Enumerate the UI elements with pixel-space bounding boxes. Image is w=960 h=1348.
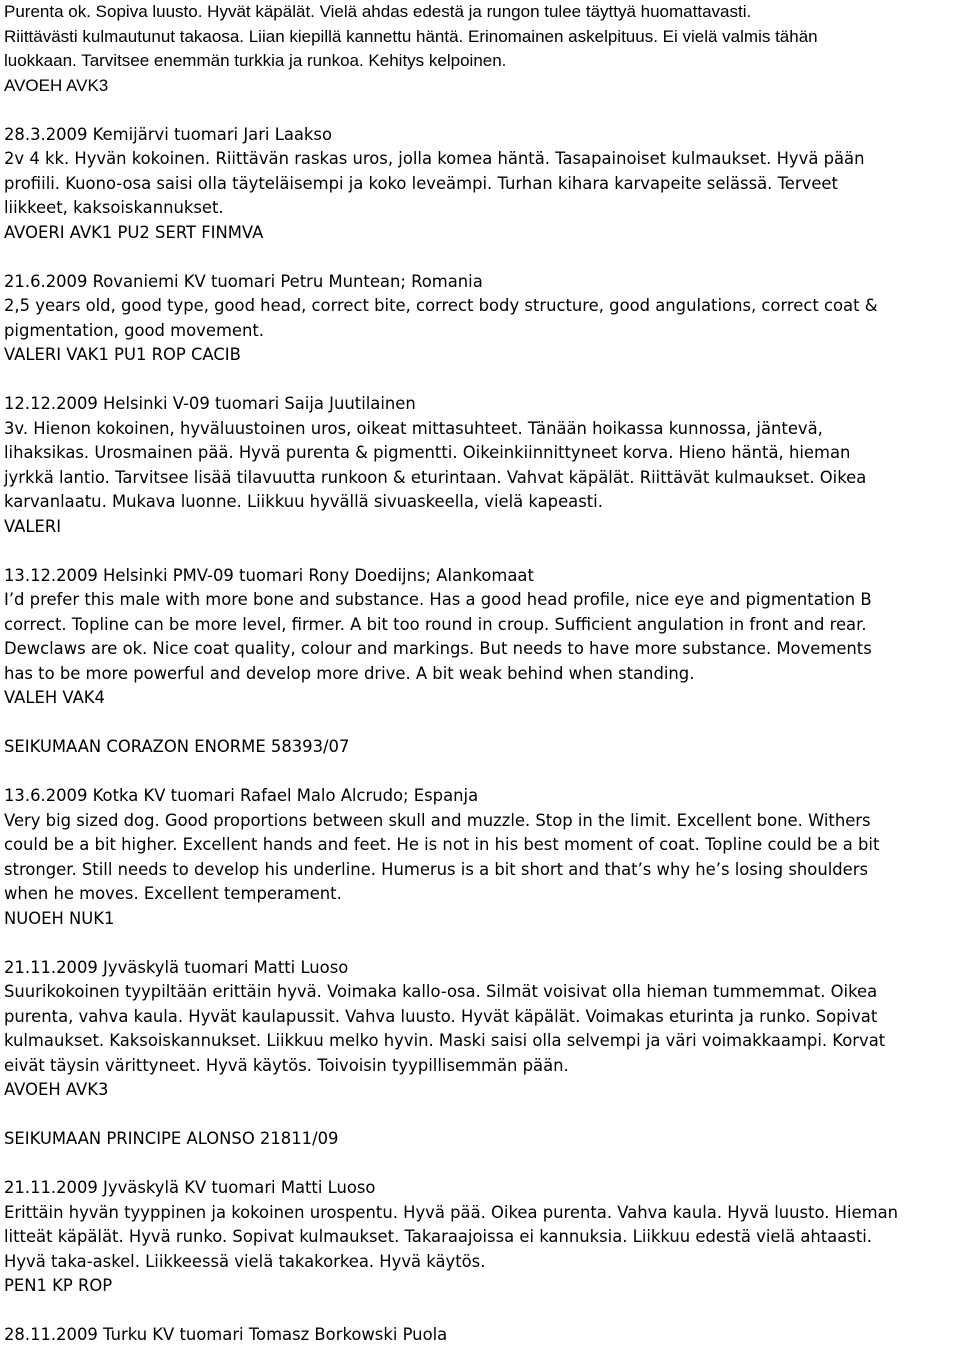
intro-paragraph: [4, 0, 956, 98]
entry-text-line: karvanlaatu. Mukava luonne. Liikkuu hyvällä sivuaskeella, vielä kapeasti.: [4, 492, 603, 511]
entry-result: AVOERI AVK1 PU2 SERT FINMVA: [4, 222, 264, 242]
entry-text-line: purenta, vahva kaula. Hyvät kaulapussit. Vahva luusto. Hyvät käpälät. Voimakas eturinta ja runko. Sopivat: [4, 1006, 878, 1026]
spacer: [4, 1103, 956, 1128]
entry-text-line: profiili. Kuono-osa saisi olla täyteläisempi ja koko leveämpi. Turhan kihara karvapeite selässä. Terveet: [4, 173, 838, 193]
entry-text-line: Erittäin hyvän tyyppinen ja kokoinen urospentu. Hyvä pää. Oikea purenta. Vahva kaula. Hyvä luusto. Hieman: [4, 1202, 899, 1222]
spacer: [4, 1152, 956, 1177]
entry-result: VALEH VAK4: [4, 688, 105, 707]
entry-result: VALERI VAK1 PU1 ROP CACIB: [4, 345, 241, 364]
entry-text-line: kulmaukset. Kaksoiskannukset. Liikkuu melko hyvin. Maski saisi olla selvempi ja väri voimakkaampi. Korvat: [4, 1031, 886, 1050]
spacer: [4, 98, 956, 123]
entry-header: 21.6.2009 Rovaniemi KV tuomari Petru Muntean; Romania: [4, 271, 483, 291]
entry-text-line: Hyvä taka-askel. Liikkeessä vielä takakorkea. Hyvä käytös.: [4, 1251, 486, 1271]
spacer: [4, 539, 956, 564]
show-entry: [4, 784, 956, 931]
entry-header: 13.6.2009 Kotka KV tuomari Rafael Malo Alcrudo; Espanja: [4, 786, 479, 805]
entry-text-line: Very big sized dog. Good proportions between skull and muzzle. Stop in the limit. Excellent bone. Withers: [4, 810, 871, 830]
show-entry: [4, 123, 956, 246]
entry-text-line: liikkeet, kaksoiskannukset.: [4, 198, 224, 217]
spacer: [4, 1299, 956, 1324]
show-entry: [4, 956, 956, 1103]
intro-line: Purenta ok. Sopiva luusto. Hyvät käpälät. Vielä ahdas edestä ja rungon tulee täyttyä huomattavasti.: [4, 2, 752, 21]
spacer: [4, 368, 956, 393]
entry-text-line: 2,5 years old, good type, good head, correct bite, correct body structure, good angulations, correct coat &: [4, 296, 878, 315]
intro-result: AVOEH AVK3: [4, 75, 109, 95]
entry-header: 21.11.2009 Jyväskylä tuomari Matti Luoso: [4, 957, 349, 977]
entry-text-line: litteät käpälät. Hyvä runko. Sopivat kulmaukset. Takaraajoissa ei kannuksia. Liikkuu edestä vielä ahtaasti.: [4, 1227, 873, 1246]
entry-text-line: I’d prefer this male with more bone and substance. Has a good head profile, nice eye and pigmentation B: [4, 590, 872, 609]
entry-text-line: when he moves. Excellent temperament.: [4, 884, 342, 903]
spacer: [4, 760, 956, 785]
entry-header: 13.12.2009 Helsinki PMV-09 tuomari Rony Doedijns; Alankomaat: [4, 565, 534, 585]
spacer: [4, 245, 956, 270]
entry-header: 12.12.2009 Helsinki V-09 tuomari Saija Juutilainen: [4, 394, 416, 413]
entry-text-line: Suurikokoinen tyypiltään erittäin hyvä. Voimaka kallo-osa. Silmät voisivat olla hieman tummemmat. Oikea: [4, 982, 878, 1001]
entry-header: 28.3.2009 Kemijärvi tuomari Jari Laakso: [4, 124, 332, 144]
entry-text-line: lihaksikas. Urosmainen pää. Hyvä purenta & pigmentti. Oikeinkiinnittyneet korva. Hieno häntä, hieman: [4, 443, 851, 462]
intro-line: Riittävästi kulmautunut takaosa. Liian kiepillä kannettu häntä. Erinomainen askelpituus. Ei vielä valmis tähän: [4, 26, 818, 46]
entry-text-line: stronger. Still needs to develop his underline. Humerus is a bit short and that’s why he’s losing shoulders: [4, 859, 869, 879]
entry-result: NUOEH NUK1: [4, 908, 115, 928]
intro-line: luokkaan. Tarvitsee enemmän turkkia ja runkoa. Kehitys kelpoinen.: [4, 51, 507, 70]
entry-text-line: jyrkkä lantio. Tarvitsee lisää tilavuutta runkoon & eturintaan. Vahvat käpälät. Riittävät kulmaukset. Oikea: [4, 467, 867, 487]
show-entry: [4, 564, 956, 711]
entry-text-line: eivät täysin värittyneet. Hyvä käytös. Toivoisin tyypillisemmän pään.: [4, 1055, 569, 1075]
show-entry: [4, 1176, 956, 1299]
entry-result: VALERI: [4, 516, 62, 536]
entry-header: 28.11.2009 Turku KV tuomari Tomasz Borkowski Puola: [4, 1325, 448, 1344]
entry-header: 21.11.2009 Jyväskylä KV tuomari Matti Luoso: [4, 1178, 376, 1197]
entry-text-line: correct. Topline can be more level, firmer. A bit too round in croup. Sufficient angulation in front and rear.: [4, 614, 867, 634]
spacer: [4, 711, 956, 736]
entry-result: AVOEH AVK3: [4, 1080, 109, 1099]
spacer: [4, 931, 956, 956]
entry-text-line: 2v 4 kk. Hyvän kokoinen. Riittävän raskas uros, jolla komea häntä. Tasapainoiset kulmaukset. Hyvä pään: [4, 149, 865, 168]
entry-result: PEN1 KP ROP: [4, 1276, 113, 1295]
entry-text-line: could be a bit higher. Excellent hands and feet. He is not in his best moment of coat. Topline could be a bit: [4, 835, 880, 854]
dog-title: SEIKUMAAN PRINCIPE ALONSO 21811/09: [4, 1129, 339, 1148]
show-entry: [4, 392, 956, 539]
entry-text-line: pigmentation, good movement.: [4, 320, 265, 340]
show-entry: [4, 270, 956, 368]
dog-title: SEIKUMAAN CORAZON ENORME 58393/07: [4, 737, 350, 756]
entry-text-line: Dewclaws are ok. Nice coat quality, colour and markings. But needs to have more substance. Movements: [4, 639, 872, 658]
entry-text-line: has to be more powerful and develop more drive. A bit weak behind when standing.: [4, 663, 695, 683]
entry-text-line: 3v. Hienon kokoinen, hyväluustoinen uros, oikeat mittasuhteet. Tänään hoikassa kunnossa, jäntevä,: [4, 418, 823, 438]
